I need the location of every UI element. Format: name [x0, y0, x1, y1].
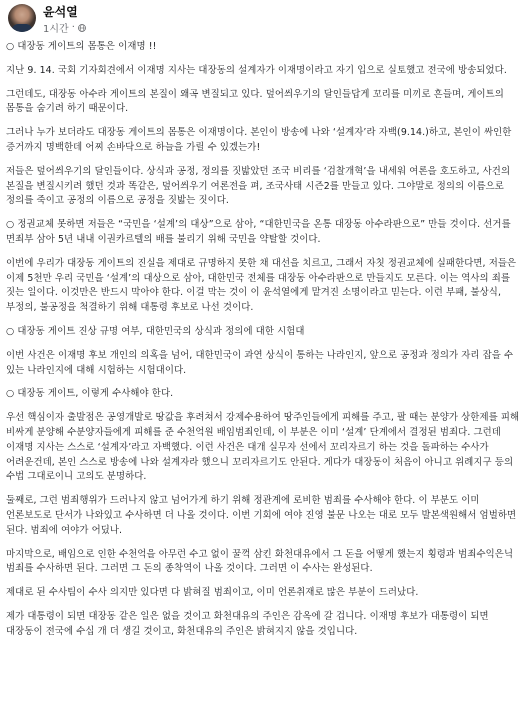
avatar[interactable]: [8, 4, 36, 32]
avatar-shirt: [12, 24, 32, 32]
post-paragraph: ○ 정권교체 못하면 저들은 “국민을 ‘설계’의 대상”으로 삼아, “대한민국을 온통 대장동 아수라판으로” 만들 것이다. 선거를 면죄부 삼아 5년 내내 이권카르텔의 배를 불리기 위해 국민을 약탈할 것이다.: [6, 219, 511, 245]
post-paragraph: 이번 사건은 이재명 후보 개인의 의혹을 넘어, 대한민국이 과연 상식이 통하는 나라인지, 앞으로 공정과 정의가 자리 잡을 수 있는 나라인지에 대해 시험하는 시험대이다.: [6, 349, 514, 376]
post-paragraph: 그러나 누가 보더라도 대장동 게이트의 몸통은 이재명이다. 본인이 방송에 나와 ‘설계자’라 자백(9.14.)하고, 본인이 싸인한 증거까지 명백한데 어찌 손바닥으로 하늘을 가릴 수 있겠는가!: [6, 127, 512, 153]
post-paragraph: 지난 9. 14. 국회 기자회견에서 이재명 지사는 대장동의 설계자가 이재명이라고 자기 입으로 실토했고 전국에 방송되었다.: [6, 64, 507, 76]
post-paragraph: 그런데도, 대장동 아수라 게이트의 본질이 왜곡 변질되고 있다. 덮어씌우기의 달인들답게 꼬리를 미끼로 흔들며, 게이트의 몸통을 숨기려 하기 때문이다.: [6, 88, 504, 115]
post-paragraph: 우선 핵심이자 출발점은 공영개발로 땅값을 후려쳐서 강제수용하여 땅주인들에게 피해를 주고, 팔 때는 분양가 상한제를 피해 비싸게 분양해 수분양자들에게 피해를 준 수천억원 배임범죄인데, 이 부분은 이미 ‘설계’ 단계에서 결정된 범죄다. 그런데 이재명 지사는 스스로 ‘설계자’라고 자백했다. 이런 사건은 대개 실무자 선에서 꼬리자르기 하는 것을 돌파하는 수사가 어려운건데, 본인 스스로 방송에 나와 설계자라 했으니 꼬리자르기도 안된다. 게다가 대장동이 처음이 아니고 위례지구 등의 수법 그대로이니 고의도 분명하다.: [6, 412, 520, 483]
post-meta: [43, 20, 86, 35]
post-time[interactable]: 1시간: [43, 24, 69, 35]
globe-icon: [78, 24, 86, 32]
post-paragraph: 둘째로, 그런 범죄행위가 드러나지 않고 넘어가게 하기 위해 정관계에 로비한 범죄를 수사해야 한다. 이 부분도 이미 언론보도로 단서가 나와있고 수사하면 더 나올 것이다. 이번 기회에 여야 진영 불문 나오는 대로 모두 발본색원해서 엄벌하면 된다. 범죄에 여야가 어딨나.: [6, 495, 517, 536]
post-paragraph: 제대로 된 수사팀이 수사 의지만 있다면 다 밝혀질 범죄이고, 이미 언론취재로 많은 부분이 드러났다.: [6, 587, 419, 599]
author-name[interactable]: 윤석열: [43, 5, 78, 19]
post-header: [0, 0, 528, 36]
post-paragraph: 저들은 덮어씌우기의 달인들이다. 상식과 공정, 정의를 짓밟았던 조국 비리를 ‘검찰개혁’을 내세워 여론을 호도하고, 사건의 본질을 변질시키려 했던 것과 똑같은, 덮어씌우기 여론전을 펴, 조국사태 시즌2를 만들고 있다. 그야말로 정의의 이름으로 정의를 죽이고 공정의 이름으로 공정을 짓밟는 짓이다.: [6, 165, 511, 207]
post-paragraph: ○ 대장동 게이트 진상 규명 여부, 대한민국의 상식과 정의에 대한 시험대: [6, 325, 305, 337]
post-paragraph: 마지막으로, 배임으로 인한 수천억을 아무런 수고 없이 꿀꺽 삼킨 화천대유에서 그 돈을 어떻게 했는지 횡령과 범죄수익은닉 범죄를 수사하면 된다. 그러면 그 돈의 종착역이 나올 것이다. 그러면 이 수사는 완성된다.: [6, 548, 514, 575]
post-paragraph: 이번에 우리가 대장동 게이트의 진실을 제대로 규명하지 못한 채 대선을 치르고, 그래서 자칫 정권교체에 실패한다면, 저들은 이제 5천만 우리 국민을 ‘설계’의 대상으로 삼아, 대한민국 전체를 대장동 아수라판으로 만들지도 모른다. 이는 역사의 죄를 짓는 일이다. 이것만은 반드시 막아야 한다. 이걸 막는 것이 이 윤석열에게 맡겨진 소명이라고 믿는다. 이런 부패, 불상식, 부정의, 불공정을 척결하기 위해 대통령 후보로 나선 것이다.: [6, 257, 517, 314]
post-paragraph: ○ 대장동 게이트, 이렇게 수사해야 한다.: [6, 388, 174, 400]
post-body: [6, 40, 524, 649]
post-paragraph: ○ 대장동 게이트의 몸통은 이재명 !!: [6, 41, 157, 52]
meta-separator: ·: [71, 22, 75, 33]
post-paragraph: 제가 대통령이 되면 대장동 같은 일은 없을 것이고 화천대유의 주인은 감옥에 갈 겁니다. 이재명 후보가 대통령이 되면 대장동이 전국에 수십 개 더 생길 것이고, 화천대유의 주인은 밝혀지지 않을 것입니다.: [6, 610, 489, 637]
